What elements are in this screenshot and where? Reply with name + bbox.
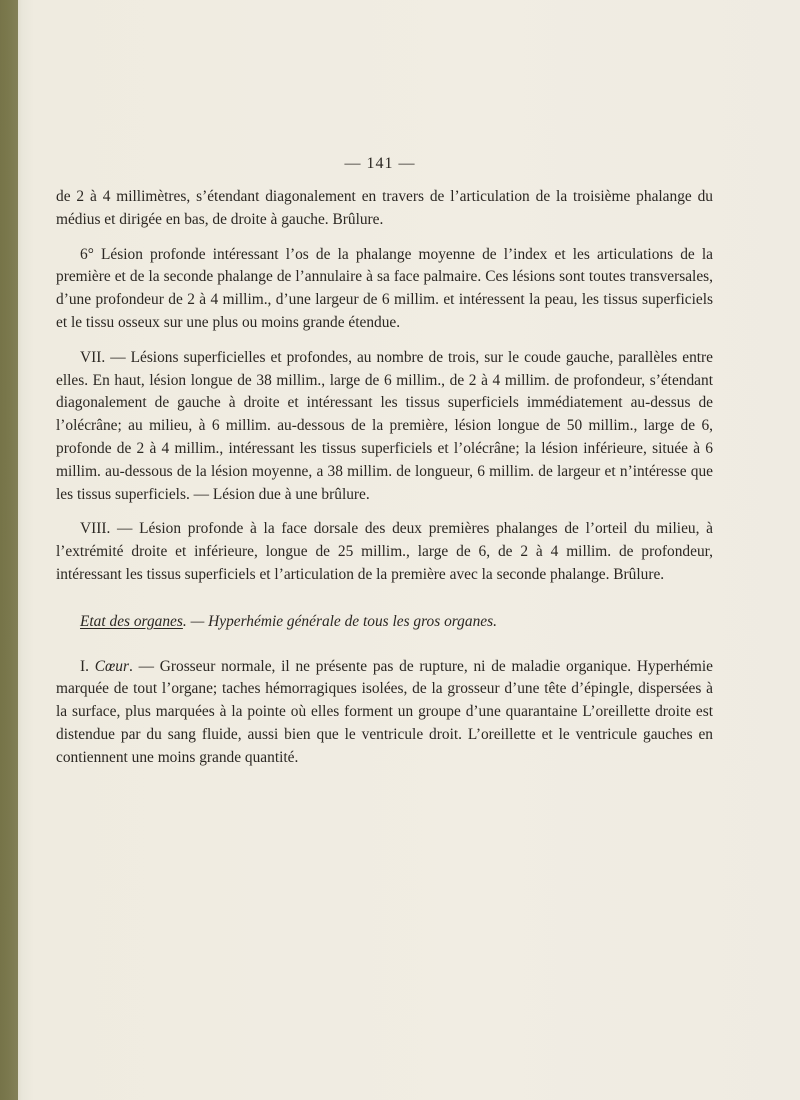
paragraph-heart xyxy=(56,656,713,770)
paragraph-lesion-6: 6° Lésion profonde intéressant l’os de la phalange moyenne de l’index et les articulations de la première et de la seconde phalange de l’annulaire à sa face palmaire. Ces lésions sont toutes transversales, d’une profondeur de 2 à 4 millim., d’une largeur de 6 millim. et intéressent la peau, les tissus superficiels et le tissu osseux sur une plus ou moins grande étendue. xyxy=(56,245,713,331)
organ-number: I. xyxy=(80,657,95,675)
page-number: — 141 — xyxy=(344,155,416,172)
organ-description: . — Grosseur normale, il ne présente pas de rupture, ni de maladie organique. Hyperhémie marquée de tout l’organe; taches hémorragiques isolées, de la grosseur d’une tête d’épingle, dispersées à la surface, plus marquées à la pointe où elles forment un groupe d’une quarantaine L’oreillette droite est distendue par du sang fluide, aussi bien que le ventricule droit. L’oreillette et le ventricule gauches en contiennent une moins grande quantité. xyxy=(56,657,713,766)
section-heading-subtitle: Hyperhémie générale de tous les gros organes. xyxy=(208,612,497,630)
section-heading-title: Etat des organes xyxy=(80,612,183,630)
section-heading-separator: . — xyxy=(182,612,209,630)
paragraph-continuation: de 2 à 4 millimètres, s’étendant diagonalement en travers de l’articulation de la troisième phalange du médius et dirigée en bas, de droite à gauche. Brûlure. xyxy=(56,188,713,228)
organ-name: Cœur xyxy=(94,657,129,675)
paragraph-lesion-vii: VII. — Lésions superficielles et profondes, au nombre de trois, sur le coude gauche, parallèles entre elles. En haut, lésion longue de 38 millim., large de 6 millim., de 2 à 4 millim. de profondeur, s’étendant diagonalement de gauche à droite et intéressant les tissus superficiels immédiatement au-dessus de l’olécrâne; au milieu, à 6 millim. au-dessous de la première, lésion longue de 50 millim., large de 6, profonde de 2 à 4 millim., intéressant les tissus superficiels et l’olécrâne; la lésion inférieure, située à 6 millim. au-dessous de la lésion moyenne, a 38 millim. de longueur, 6 millim. de largeur et n’intéresse que les tissus superficiels. — Lésion due à une brûlure. xyxy=(56,348,713,503)
section-heading xyxy=(56,611,713,634)
body-text xyxy=(56,186,713,770)
paragraph-lesion-viii: VIII. — Lésion profonde à la face dorsale des deux premières phalanges de l’orteil du milieu, à l’extrémité droite et inférieure, longue de 25 millim., large de 6, de 2 à 4 millim. de profondeur, intéressant les tissus superficiels et l’articulation de la première avec la seconde phalange. Brûlure. xyxy=(56,520,713,583)
